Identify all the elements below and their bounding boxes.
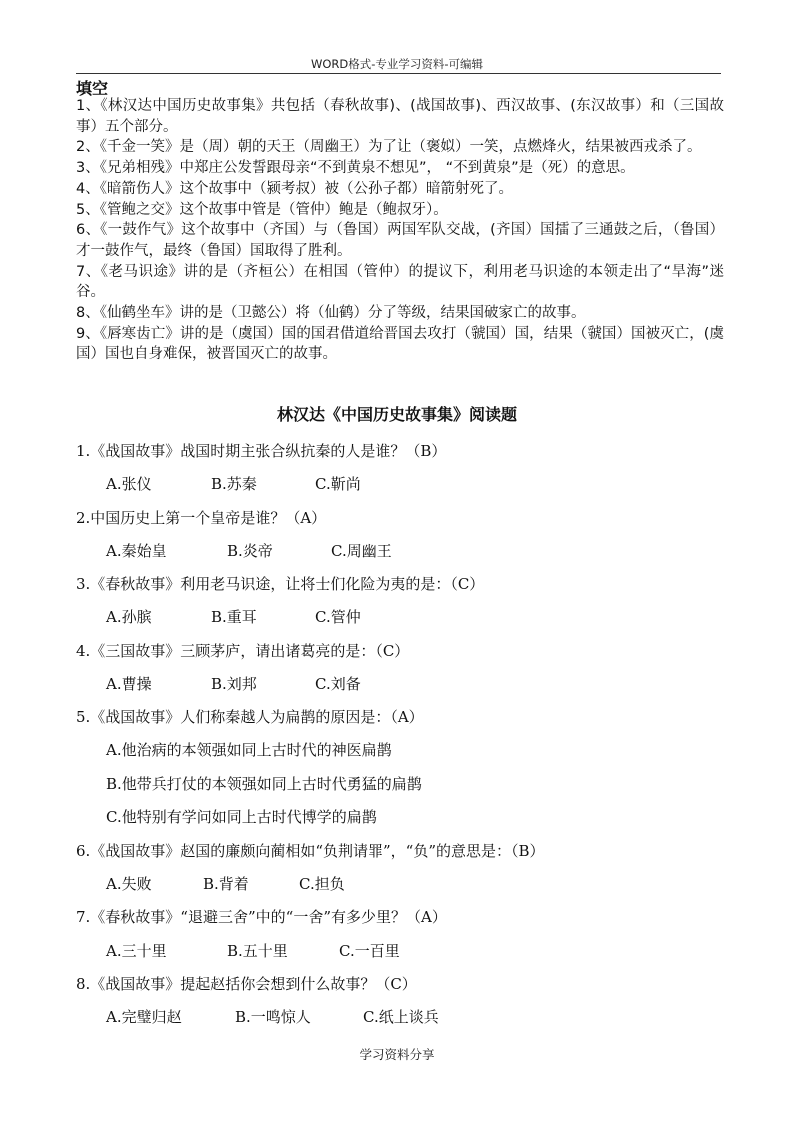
fill-section xyxy=(76,96,724,365)
question-text: 8.《战国故事》提起赵括你会想到什么故事？（C） xyxy=(76,975,417,993)
quiz-section-title: 林汉达《中国历史故事集》阅读题 xyxy=(276,405,517,424)
option-b: B.一鸣惊人 xyxy=(235,1008,311,1026)
option-c: C.担负 xyxy=(299,875,345,893)
fill-item: 8、《仙鹤坐车》讲的是（卫懿公）将（仙鹤）分了等级，结果国破家亡的故事。 xyxy=(76,305,586,322)
option-c: C.周幽王 xyxy=(331,542,392,560)
question-text: 6.《战国故事》赵国的廉颇向蔺相如“负荆请罪”，“负”的意思是：（B） xyxy=(76,842,545,860)
question-text: 7.《春秋故事》“退避三舍”中的“一舍”有多少里？（A） xyxy=(76,908,447,926)
option-b: B.他带兵打仗的本领强如同上古时代勇猛的扁鹊 xyxy=(106,775,422,793)
fill-item: 2、《千金一笑》是（周）朝的天王（周幽王）为了让（褒姒）一笑，点燃烽火，结果被西戎杀了。 xyxy=(76,139,702,156)
option-b: B.炎帝 xyxy=(227,542,273,560)
fill-item: 6、《一鼓作气》这个故事中（齐国）与（鲁国）两国军队交战，(齐国）国擂了三通鼓之后，（鲁国）才一鼓作气，最终（鲁国）国取得了胜利。 xyxy=(76,222,724,259)
option-c: C.纸上谈兵 xyxy=(363,1008,439,1026)
option-a: A.三十里 xyxy=(106,942,167,960)
option-c: C.靳尚 xyxy=(315,475,361,493)
fill-item: 1、《林汉达中国历史故事集》共包括（春秋故事)、(战国故事)、西汉故事、(东汉故事）和（三国故事）五个部分。 xyxy=(76,98,724,135)
option-b: B.五十里 xyxy=(227,942,288,960)
fill-item: 5、《管鲍之交》这个故事中管是（管仲）鲍是（鲍叔牙）。 xyxy=(76,201,448,218)
page-footer: 学习资料分享 xyxy=(359,1047,435,1062)
option-c: C.管仲 xyxy=(315,608,361,626)
question-text: 1.《战国故事》战国时期主张合纵抗秦的人是谁？（B） xyxy=(76,442,447,460)
fill-section-title: 填空 xyxy=(76,79,109,98)
question-text: 3.《春秋故事》利用老马识途，让将士们化险为夷的是：（C） xyxy=(76,575,485,593)
fill-item: 3、《兄弟相残》中郑庄公发誓跟母亲“不到黄泉不想见”， “不到黄泉”是（死）的意思。 xyxy=(76,160,635,177)
option-b: B.背着 xyxy=(203,875,249,893)
option-c: C.刘备 xyxy=(315,675,361,693)
header-divider xyxy=(76,73,721,74)
option-c: C.他特别有学问如同上古时代博学的扁鹊 xyxy=(106,808,377,826)
question-text: 5.《战国故事》人们称秦越人为扁鹊的原因是：（A） xyxy=(76,708,424,726)
option-b: B.苏秦 xyxy=(211,475,257,493)
fill-item: 4、《暗箭伤人》这个故事中（颍考叔）被（公孙子都）暗箭射死了。 xyxy=(76,180,513,197)
option-b: B.重耳 xyxy=(211,608,257,626)
fill-item: 7、《老马识途》讲的是（齐桓公）在相国（管仲）的提议下，利用老马识途的本领走出了“旱海”迷谷。 xyxy=(76,263,724,301)
option-a: A.张仪 xyxy=(106,475,152,493)
page-header: WORD格式-专业学习资料-可编辑 xyxy=(310,57,484,71)
question-text: 2.中国历史上第一个皇帝是谁？（A） xyxy=(76,509,327,527)
option-a: A.完璧归赵 xyxy=(106,1008,182,1026)
option-a: A.他治病的本领强如同上古时代的神医扁鹊 xyxy=(106,741,392,759)
fill-item: 9、《唇寒齿亡》讲的是（虞国）国的国君借道给晋国去攻打（虢国）国，结果（虢国）国被灭亡，(虞国）国也自身难保，被晋国灭亡的故事。 xyxy=(76,325,724,363)
option-a: A.曹操 xyxy=(106,675,152,693)
option-a: A.失败 xyxy=(106,875,152,893)
option-a: A.秦始皇 xyxy=(106,542,167,560)
option-b: B.刘邦 xyxy=(211,675,257,693)
option-a: A.孙膑 xyxy=(106,608,152,626)
question-text: 4.《三国故事》三顾茅庐，请出诸葛亮的是：（C） xyxy=(76,642,410,660)
option-c: C.一百里 xyxy=(339,942,400,960)
